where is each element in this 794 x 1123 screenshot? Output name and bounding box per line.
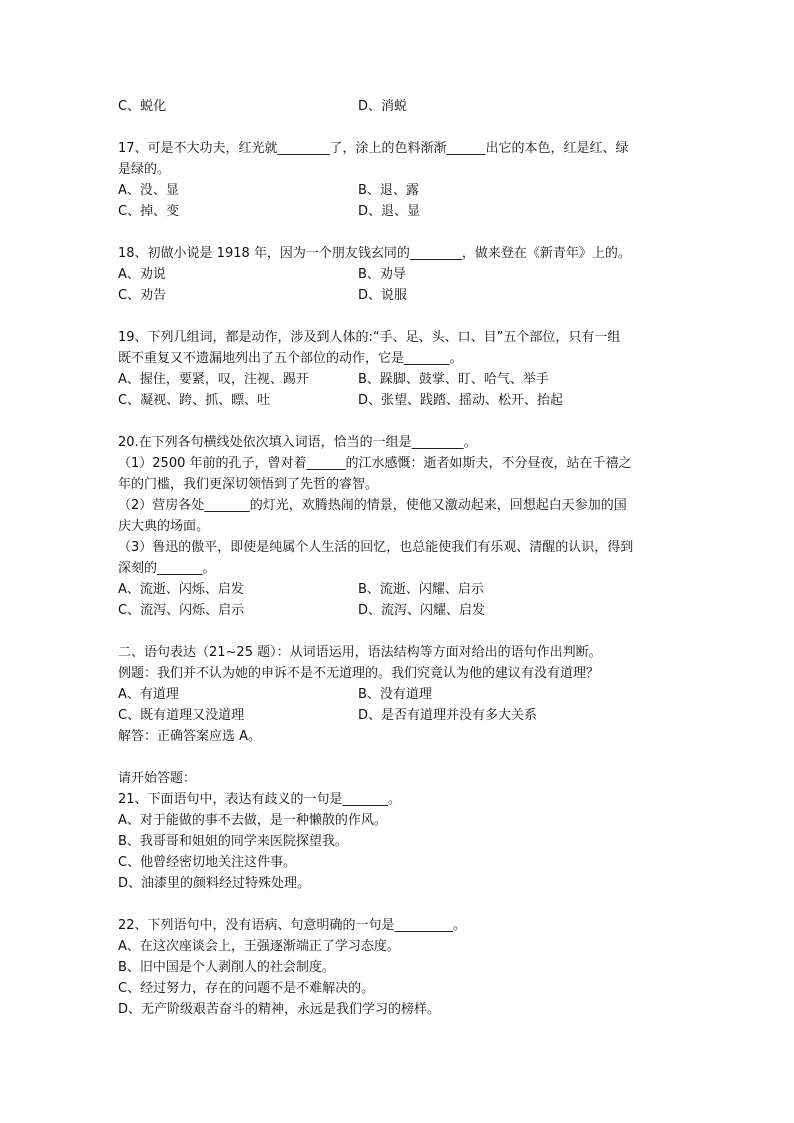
q18-options-row-1 <box>118 264 678 285</box>
spacer <box>118 747 678 768</box>
q22-option-a: A、在这次座谈会上，王强逐渐端正了学习态度。 <box>118 939 400 954</box>
q20-option-a: A、流逝、闪烁、启发 <box>118 582 244 597</box>
question-18 <box>118 243 678 306</box>
q22-stem-line-1: 22、下列语句中，没有语病、句意明确的一句是_________。 <box>118 918 467 933</box>
exam-page <box>118 96 678 1020</box>
example-options-row-2 <box>118 705 678 726</box>
spacer <box>118 222 678 243</box>
q20-option-c: C、流泻、闪烁、启示 <box>118 603 245 618</box>
q19-option-d: D、张望、践踏、摇动、松开、抬起 <box>358 393 564 408</box>
q20-options-row-1 <box>118 579 678 600</box>
question-19 <box>118 327 678 411</box>
q22-option-c: C、经过努力，存在的问题不是不难解决的。 <box>118 981 375 996</box>
q19-options-row-2 <box>118 390 678 411</box>
q16-option-c: C、蜕化 <box>118 99 167 114</box>
q20-option-b: B、流逝、闪耀、启示 <box>358 582 484 597</box>
q19-stem-line-1: 19、下列几组词，都是动作，涉及到人体的:“手、足、头、口、目”五个部位，只有一组 <box>118 330 621 345</box>
q19-option-c: C、凝视、跨、抓、瞟、吐 <box>118 393 271 408</box>
q20-stem-line-5: 庆大典的场面。 <box>118 519 210 534</box>
q17-option-b: B、退、露 <box>358 183 419 198</box>
question-21 <box>118 789 678 894</box>
example-option-b: B、没有道理 <box>358 687 432 702</box>
q18-option-d: D、说服 <box>358 288 408 303</box>
q19-option-a: A、握住，要紧，叹，注视、踢开 <box>118 372 309 387</box>
q20-options-row-2 <box>118 600 678 621</box>
start-instruction: 请开始答题： <box>118 771 197 786</box>
q17-option-c: C、掉、变 <box>118 204 180 219</box>
q18-option-b: B、劝导 <box>358 267 406 282</box>
q21-option-d: D、油漆里的颜料经过特殊处理。 <box>118 876 311 891</box>
example-option-c: C、既有道理又没道理 <box>118 708 245 723</box>
q20-stem-line-3: 年的门槛，我们更深切领悟到了先哲的睿智。 <box>118 477 379 492</box>
q20-option-d: D、流泻、闪耀、启发 <box>358 603 486 618</box>
q19-option-b: B、跺脚、鼓掌、盯、哈气、举手 <box>358 372 549 387</box>
q17-option-a: A、没、显 <box>118 183 179 198</box>
section-2-example: 例题：我们并不认为她的申诉不是不无道理的。我们究竟认为他的建议有没有道理？ <box>118 666 600 681</box>
q16-options-row-2 <box>118 96 678 117</box>
q18-options-row-2 <box>118 285 678 306</box>
example-answer: 解答：正确答案应选 A。 <box>118 729 262 744</box>
q20-stem-line-7: 深刻的_______。 <box>118 561 216 576</box>
spacer <box>118 411 678 432</box>
q22-option-b: B、旧中国是个人剥削人的社会制度。 <box>118 960 335 975</box>
q17-options-row-2 <box>118 201 678 222</box>
q17-option-d: D、退、显 <box>358 204 421 219</box>
q18-option-a: A、劝说 <box>118 267 166 282</box>
section-2 <box>118 642 678 789</box>
q18-stem-line-1: 18、初做小说是 1918 年，因为一个朋友钱玄同的________，做来登在《新青年》上的。 <box>118 246 631 261</box>
example-option-d: D、是否有道理并没有多大关系 <box>358 708 538 723</box>
q21-option-c: C、他曾经密切地关注这件事。 <box>118 855 297 870</box>
q21-option-b: B、我哥哥和姐姐的同学来医院探望我。 <box>118 834 348 849</box>
q21-option-a: A、对于能做的事不去做，是一种懒散的作风。 <box>118 813 387 828</box>
q17-stem-line-2: 是绿的。 <box>118 162 171 177</box>
q21-stem-line-1: 21、下面语句中，表达有歧义的一句是_______。 <box>118 792 402 807</box>
spacer <box>118 621 678 642</box>
example-option-a: A、有道理 <box>118 687 179 702</box>
q17-options-row-1 <box>118 180 678 201</box>
q17-stem-line-1: 17、可是不大功夫，红光就________了，涂上的色料渐渐______出它的本色，红是红、绿 <box>118 141 629 156</box>
q22-option-d: D、无产阶级艰苦奋斗的精神，永远是我们学习的榜样。 <box>118 1002 441 1017</box>
spacer <box>118 117 678 138</box>
q20-stem-line-2: （1）2500 年前的孔子，曾对着______的江水感慨：逝者如斯夫，不分昼夜，站在千禧之 <box>118 456 632 471</box>
q19-options-row-1 <box>118 369 678 390</box>
q16-option-d: D、消蜕 <box>358 99 408 114</box>
example-options-row-1 <box>118 684 678 705</box>
question-17 <box>118 138 678 222</box>
q20-stem-line-6: （3）鲁迅的傲平，即使是纯属个人生活的回忆，也总能使我们有乐观、清醒的认识，得到 <box>118 540 634 555</box>
q19-stem-line-2: 既不重复又不遗漏地列出了五个部位的动作，它是_______。 <box>118 351 463 366</box>
question-22 <box>118 915 678 1020</box>
spacer <box>118 894 678 915</box>
q18-option-c: C、劝告 <box>118 288 167 303</box>
question-20 <box>118 432 678 621</box>
q20-stem-line-4: （2）营房各处_______的灯光，欢腾热闹的情景，使他又激动起来，回想起白天参加的国 <box>118 498 627 513</box>
section-2-heading: 二、语句表达（21~25 题）：从词语运用，语法结构等方面对给出的语句作出判断。 <box>118 645 602 660</box>
q20-stem-line-1: 20.在下列各句横线处依次填入词语，恰当的一组是________。 <box>118 435 477 450</box>
spacer <box>118 306 678 327</box>
